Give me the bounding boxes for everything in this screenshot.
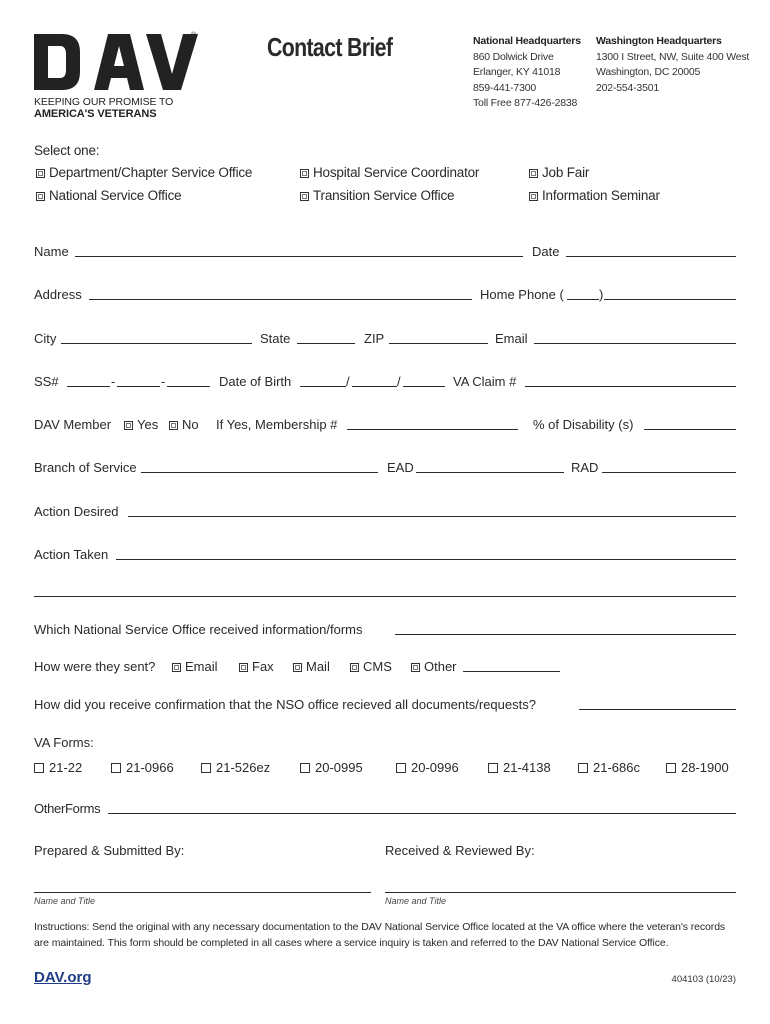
checkbox[interactable] (300, 763, 310, 773)
logo-tagline-2: AMERICA'S VETERANS (34, 108, 157, 120)
city-label: City (34, 331, 57, 346)
zip-label: ZIP (364, 331, 385, 346)
checkbox[interactable] (169, 421, 178, 430)
va-form-21-4138[interactable] (488, 760, 551, 776)
checkbox[interactable] (172, 663, 181, 672)
disability-label: % of Disability (s) (533, 417, 634, 432)
checkbox[interactable] (666, 763, 676, 773)
yes-label: Yes (137, 417, 159, 432)
home-phone-field[interactable] (604, 299, 736, 300)
sent-option-label: CMS (363, 659, 392, 674)
ss-field-part-3[interactable] (167, 386, 210, 387)
checkbox[interactable] (239, 663, 248, 672)
logo-tagline-1: KEEPING OUR PROMISE TO (34, 96, 174, 108)
va-form-21-686c[interactable] (578, 760, 640, 776)
va-form-label: 21-22 (49, 760, 83, 775)
rad-label: RAD (571, 460, 599, 475)
other-forms-label: OtherForms (34, 801, 101, 816)
dav-logo-mark (34, 34, 199, 90)
checkbox[interactable] (111, 763, 121, 773)
checkbox[interactable] (396, 763, 406, 773)
ss-dash: - (161, 374, 166, 389)
city-field[interactable] (61, 343, 252, 344)
form-code: 404103 (10/23) (671, 974, 736, 985)
va-form-label: 21-526ez (216, 760, 271, 775)
date-label: Date (532, 244, 560, 259)
national-hq-heading: National Headquarters (473, 35, 581, 47)
va-forms-label: VA Forms: (34, 735, 94, 750)
checkbox[interactable] (293, 663, 302, 672)
va-form-label: 21-686c (593, 760, 640, 775)
option-label: Hospital Service Coordinator (313, 165, 480, 180)
which-nso-field[interactable] (395, 634, 736, 635)
page-title: Contact Brief (267, 32, 393, 62)
instructions-text: Instructions: Send the original with any necessary documentation to the DAV National Service Office located at the VA office where the veteran's records are maintained. This form should be completed in all cases where a service inquiry is taken and referred to the DAV National Service Office. (34, 921, 726, 949)
action-taken-field-2[interactable] (34, 596, 736, 597)
sent-fax[interactable] (239, 659, 274, 675)
received-by-field[interactable] (385, 892, 736, 893)
prepared-by-field[interactable] (34, 892, 371, 893)
prepared-by-label: Prepared & Submitted By: (34, 843, 185, 858)
sent-option-label: Mail (306, 659, 330, 674)
ss-label: SS# (34, 374, 59, 389)
dav-logo (34, 34, 199, 124)
name-label: Name (34, 244, 69, 259)
va-claim-label: VA Claim # (453, 374, 517, 389)
checkbox[interactable] (124, 421, 133, 430)
checkbox[interactable] (201, 763, 211, 773)
sent-option-label: Email (185, 659, 218, 674)
checkbox[interactable] (36, 169, 45, 178)
sent-mail[interactable] (293, 659, 330, 675)
checkbox[interactable] (300, 192, 309, 201)
phone-area-code-field[interactable] (567, 299, 599, 300)
action-desired-label: Action Desired (34, 504, 119, 519)
option-dept-chapter[interactable] (36, 165, 252, 181)
national-hq (473, 34, 581, 112)
va-form-20-0996[interactable] (396, 760, 459, 776)
ead-label: EAD (387, 460, 414, 475)
no-label: No (182, 417, 199, 432)
va-form-label: 21-0966 (126, 760, 174, 775)
zip-field[interactable] (389, 343, 488, 344)
checkbox[interactable] (34, 763, 44, 773)
action-taken-field[interactable] (116, 559, 736, 560)
va-form-21-0966[interactable] (111, 760, 174, 776)
dob-slash: / (397, 374, 401, 389)
email-field[interactable] (534, 343, 736, 344)
home-phone-label: Home Phone ( (480, 287, 564, 302)
checkbox[interactable] (411, 663, 420, 672)
washington-hq (596, 34, 749, 96)
dob-day-field[interactable] (352, 386, 397, 387)
option-label: National Service Office (49, 188, 182, 203)
sent-email[interactable] (172, 659, 218, 675)
ss-dash: - (111, 374, 116, 389)
how-sent-label: How were they sent? (34, 659, 156, 674)
dav-member-yes[interactable] (124, 417, 158, 433)
ead-field[interactable] (416, 472, 564, 473)
other-forms-field[interactable] (108, 813, 736, 814)
state-field[interactable] (297, 343, 355, 344)
received-name-title-caption: Name and Title (385, 896, 446, 906)
option-label: Information Seminar (542, 188, 660, 203)
branch-field[interactable] (141, 472, 378, 473)
option-transition[interactable] (300, 188, 454, 204)
option-info-seminar[interactable] (529, 188, 660, 204)
option-hospital[interactable] (300, 165, 479, 181)
washington-hq-line: Washington, DC 20005 (596, 66, 701, 78)
state-label: State (260, 331, 291, 346)
checkbox[interactable] (488, 763, 498, 773)
ss-field-part-1[interactable] (67, 386, 110, 387)
membership-label: If Yes, Membership # (216, 417, 338, 432)
confirmation-label: How did you receive confirmation that the NSO office recieved all documents/requests? (34, 697, 536, 712)
option-job-fair[interactable] (529, 165, 589, 181)
address-label: Address (34, 287, 82, 302)
address-field[interactable] (89, 299, 472, 300)
option-label: Job Fair (542, 165, 590, 180)
which-nso-label: Which National Service Office received information/forms (34, 622, 363, 637)
checkbox[interactable] (529, 169, 538, 178)
name-field[interactable] (75, 256, 523, 257)
va-form-21-526ez[interactable] (201, 760, 270, 776)
va-form-label: 28-1900 (681, 760, 729, 775)
washington-hq-line: 202-554-3501 (596, 81, 659, 94)
national-hq-line: 859-441-7300 (473, 81, 536, 94)
national-hq-line: Toll Free 877-426-2838 (473, 97, 578, 109)
action-desired-field[interactable] (128, 516, 736, 517)
sent-option-label: Fax (252, 659, 274, 674)
dob-year-field[interactable] (403, 386, 445, 387)
va-form-label: 20-0995 (315, 760, 363, 775)
option-nso[interactable] (36, 188, 181, 204)
dav-org-link[interactable]: DAV.org (34, 969, 92, 986)
membership-field[interactable] (347, 429, 518, 430)
va-form-20-0995[interactable] (300, 760, 363, 776)
washington-hq-line: 1300 I Street, NW, Suite 400 West (596, 50, 750, 63)
dav-member-label: DAV Member (34, 417, 112, 432)
checkbox[interactable] (36, 192, 45, 201)
branch-label: Branch of Service (34, 460, 137, 475)
dob-month-field[interactable] (300, 386, 346, 387)
date-field[interactable] (566, 256, 736, 257)
checkbox[interactable] (578, 763, 588, 773)
received-by-label: Received & Reviewed By: (385, 843, 535, 858)
home-phone-close: ) (599, 287, 604, 302)
va-form-21-22[interactable] (34, 760, 82, 776)
va-claim-field[interactable] (525, 386, 736, 387)
va-form-label: 21-4138 (503, 760, 551, 775)
registered-mark: ® (191, 32, 197, 39)
national-hq-line: Erlanger, KY 41018 (473, 66, 561, 78)
va-form-28-1900[interactable] (666, 760, 729, 776)
action-taken-label: Action Taken (34, 547, 109, 562)
dob-label: Date of Birth (219, 374, 292, 389)
va-form-label: 20-0996 (411, 760, 459, 775)
sent-other[interactable] (411, 659, 457, 675)
checkbox[interactable] (300, 169, 309, 178)
national-hq-line: 860 Dolwick Drive (473, 50, 554, 63)
option-label: Department/Chapter Service Office (49, 165, 253, 180)
dav-member-no[interactable] (169, 417, 199, 433)
option-label: Transition Service Office (313, 188, 455, 203)
checkbox[interactable] (350, 663, 359, 672)
checkbox[interactable] (529, 192, 538, 201)
ss-field-part-2[interactable] (117, 386, 160, 387)
disability-field[interactable] (644, 429, 736, 430)
sent-cms[interactable] (350, 659, 392, 675)
email-label: Email (495, 331, 528, 346)
rad-field[interactable] (602, 472, 736, 473)
prepared-name-title-caption: Name and Title (34, 896, 95, 906)
sent-other-field[interactable] (463, 671, 560, 672)
select-one-label: Select one: (34, 143, 100, 158)
washington-hq-heading: Washington Headquarters (596, 35, 722, 47)
dob-slash: / (346, 374, 350, 389)
confirmation-field[interactable] (579, 709, 736, 710)
sent-option-label: Other (424, 659, 457, 674)
